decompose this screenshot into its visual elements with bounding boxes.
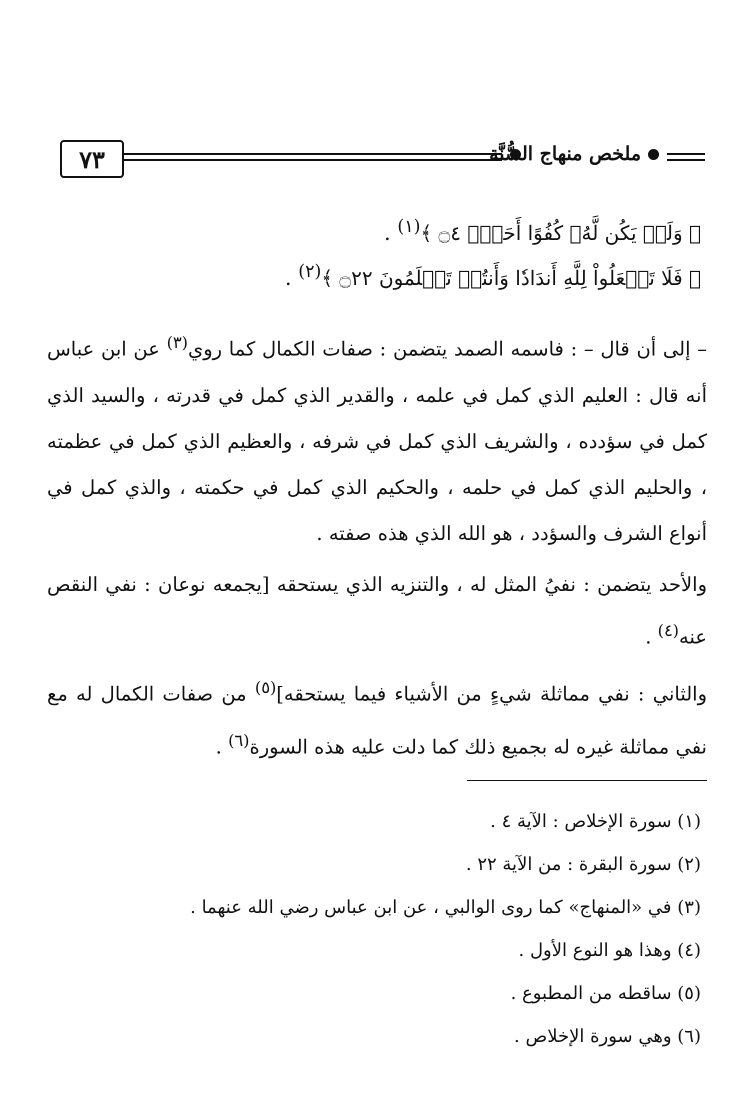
paragraph-3	[47, 665, 707, 770]
footnote-3	[51, 886, 701, 929]
verse-1-text: ﴿ وَلَمۡ يَكُن لَّهُۥ كُفُوًا أَحَدُۢ ۝٤ ﴾	[420, 221, 701, 245]
paragraph-3-start: والثاني : نفي مماثلة شيءٍ من الأشياء فيما يستحقه]	[276, 682, 708, 706]
footnote-ref-1: (١)	[397, 217, 421, 237]
header-rule-left	[122, 153, 502, 161]
footnote-1-text: سورة الإخلاص : الآية ٤ .	[490, 811, 672, 832]
page-number: ٧٣	[60, 140, 124, 178]
footnote-4-number: (٤)	[677, 940, 701, 961]
footnote-5-number: (٥)	[677, 983, 701, 1004]
paragraph-2-start: والأحد يتضمن : نفيُ المثل له ، والتنزيه الذي يستحقه [يجمعه نوعان : نفي النقص عنه	[47, 573, 707, 649]
verse-2-text: ﴿ فَلَا تَجۡعَلُواْ لِلَّهِ أَندَادٗا وَأَنتُمۡ تَعۡلَمُونَ ۝٢٢ ﴾	[321, 266, 701, 290]
page-header	[60, 140, 705, 180]
quran-verse-2	[285, 262, 701, 290]
footnote-3-number: (٣)	[677, 897, 701, 918]
footnote-2	[51, 843, 701, 886]
footnote-6-text: وهي سورة الإخلاص .	[514, 1026, 672, 1047]
paragraph-1	[47, 320, 707, 557]
paragraph-2-rest: .	[645, 625, 658, 649]
footnote-1-number: (١)	[677, 811, 701, 832]
verse-2-end: .	[284, 266, 299, 290]
footnotes	[51, 800, 701, 1058]
paragraph-1-rest: عن ابن عباس أنه قال : العليم الذي كمل في علمه ، والقدير الذي كمل في قدرته ، والسيد الذي كمل في سؤدده ، والشريف الذي كمل في شرفه ، والعظيم الذي كمل في عظمته ، والحليم الذي كمل في حلمه ، والحكيم الذي كمل في حكمته ، والذي كمل في أنواع الشرف والسؤدد ، هو الله الذي هذه صفته .	[47, 337, 707, 545]
footnote-ref-6: (٦)	[228, 730, 250, 750]
footnote-ref-4: (٤)	[657, 621, 680, 640]
paragraph-3-middle: من صفات الكمال له مع نفي مماثلة غيره له بجميع ذلك كما دلت عليه هذه السورة	[47, 682, 707, 758]
footnote-6-number: (٦)	[677, 1026, 701, 1047]
footnote-3-text: في «المنهاج» كما روى الوالبي ، عن ابن عباس رضي الله عنهما .	[190, 897, 672, 918]
footnote-2-number: (٢)	[677, 854, 701, 875]
footnote-5	[51, 972, 701, 1015]
header-rule-right	[667, 153, 705, 161]
verse-1-end: .	[384, 221, 398, 245]
header-bullet-right	[648, 149, 659, 160]
footnote-2-text: سورة البقرة : من الآية ٢٢ .	[465, 854, 672, 875]
paragraph-1-start: – إلى أن قال – : فاسمه الصمد يتضمن : صفات الكمال كما روي	[188, 337, 707, 361]
footnote-ref-3: (٣)	[166, 333, 188, 352]
book-title: ملخص منهاج السُّنَّة	[489, 143, 641, 165]
quran-verse-1	[384, 217, 701, 245]
footnote-6	[51, 1015, 701, 1058]
paragraph-2	[47, 562, 707, 661]
footnote-ref-5: (٥)	[254, 678, 277, 697]
footnote-4-text: وهذا هو النوع الأول .	[518, 940, 672, 961]
footnote-4	[51, 929, 701, 972]
paragraph-3-end: .	[215, 735, 229, 758]
footnote-separator	[467, 780, 707, 781]
footnote-5-text: ساقطه من المطبوع .	[510, 983, 672, 1004]
footnote-1	[51, 800, 701, 843]
footnote-ref-2: (٢)	[298, 262, 322, 282]
